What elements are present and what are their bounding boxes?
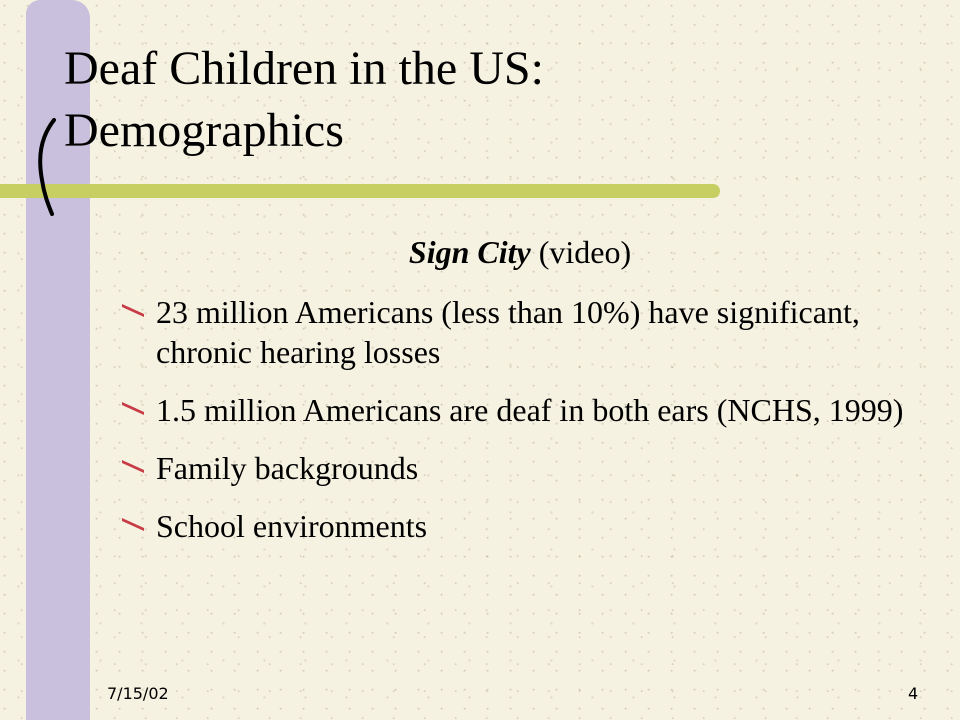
flag-bullet-icon: [120, 302, 146, 320]
video-title: Sign City: [408, 234, 531, 270]
flag-bullet-icon: [120, 400, 146, 418]
slide-title: [64, 38, 884, 162]
page-number: 4: [908, 684, 919, 703]
bullet-text: School environments: [156, 508, 428, 544]
flag-bullet-icon: [120, 516, 146, 534]
bullet-item: [120, 506, 910, 546]
bracket-decoration-icon: [30, 118, 62, 218]
bullet-text: Family backgrounds: [156, 450, 419, 486]
slide-title-line1: Deaf Children in the US:: [64, 42, 544, 95]
title-underline-bar: [0, 184, 720, 198]
bullet-text: 23 million Americans (less than 10%) have significant, chronic hearing losses: [156, 294, 860, 370]
bullet-item: [120, 448, 910, 488]
slide-subtitle: [0, 232, 960, 272]
slide-title-line2: Demographics: [64, 104, 344, 157]
bullet-text: 1.5 million Americans are deaf in both ears (NCHS, 1999): [156, 392, 904, 428]
bullet-item: [120, 292, 910, 372]
bullet-item: [120, 390, 910, 430]
flag-bullet-icon: [120, 458, 146, 476]
subtitle-note: (video): [530, 234, 632, 270]
footer-date: 7/15/02: [107, 684, 169, 703]
bullet-list: [120, 292, 910, 546]
